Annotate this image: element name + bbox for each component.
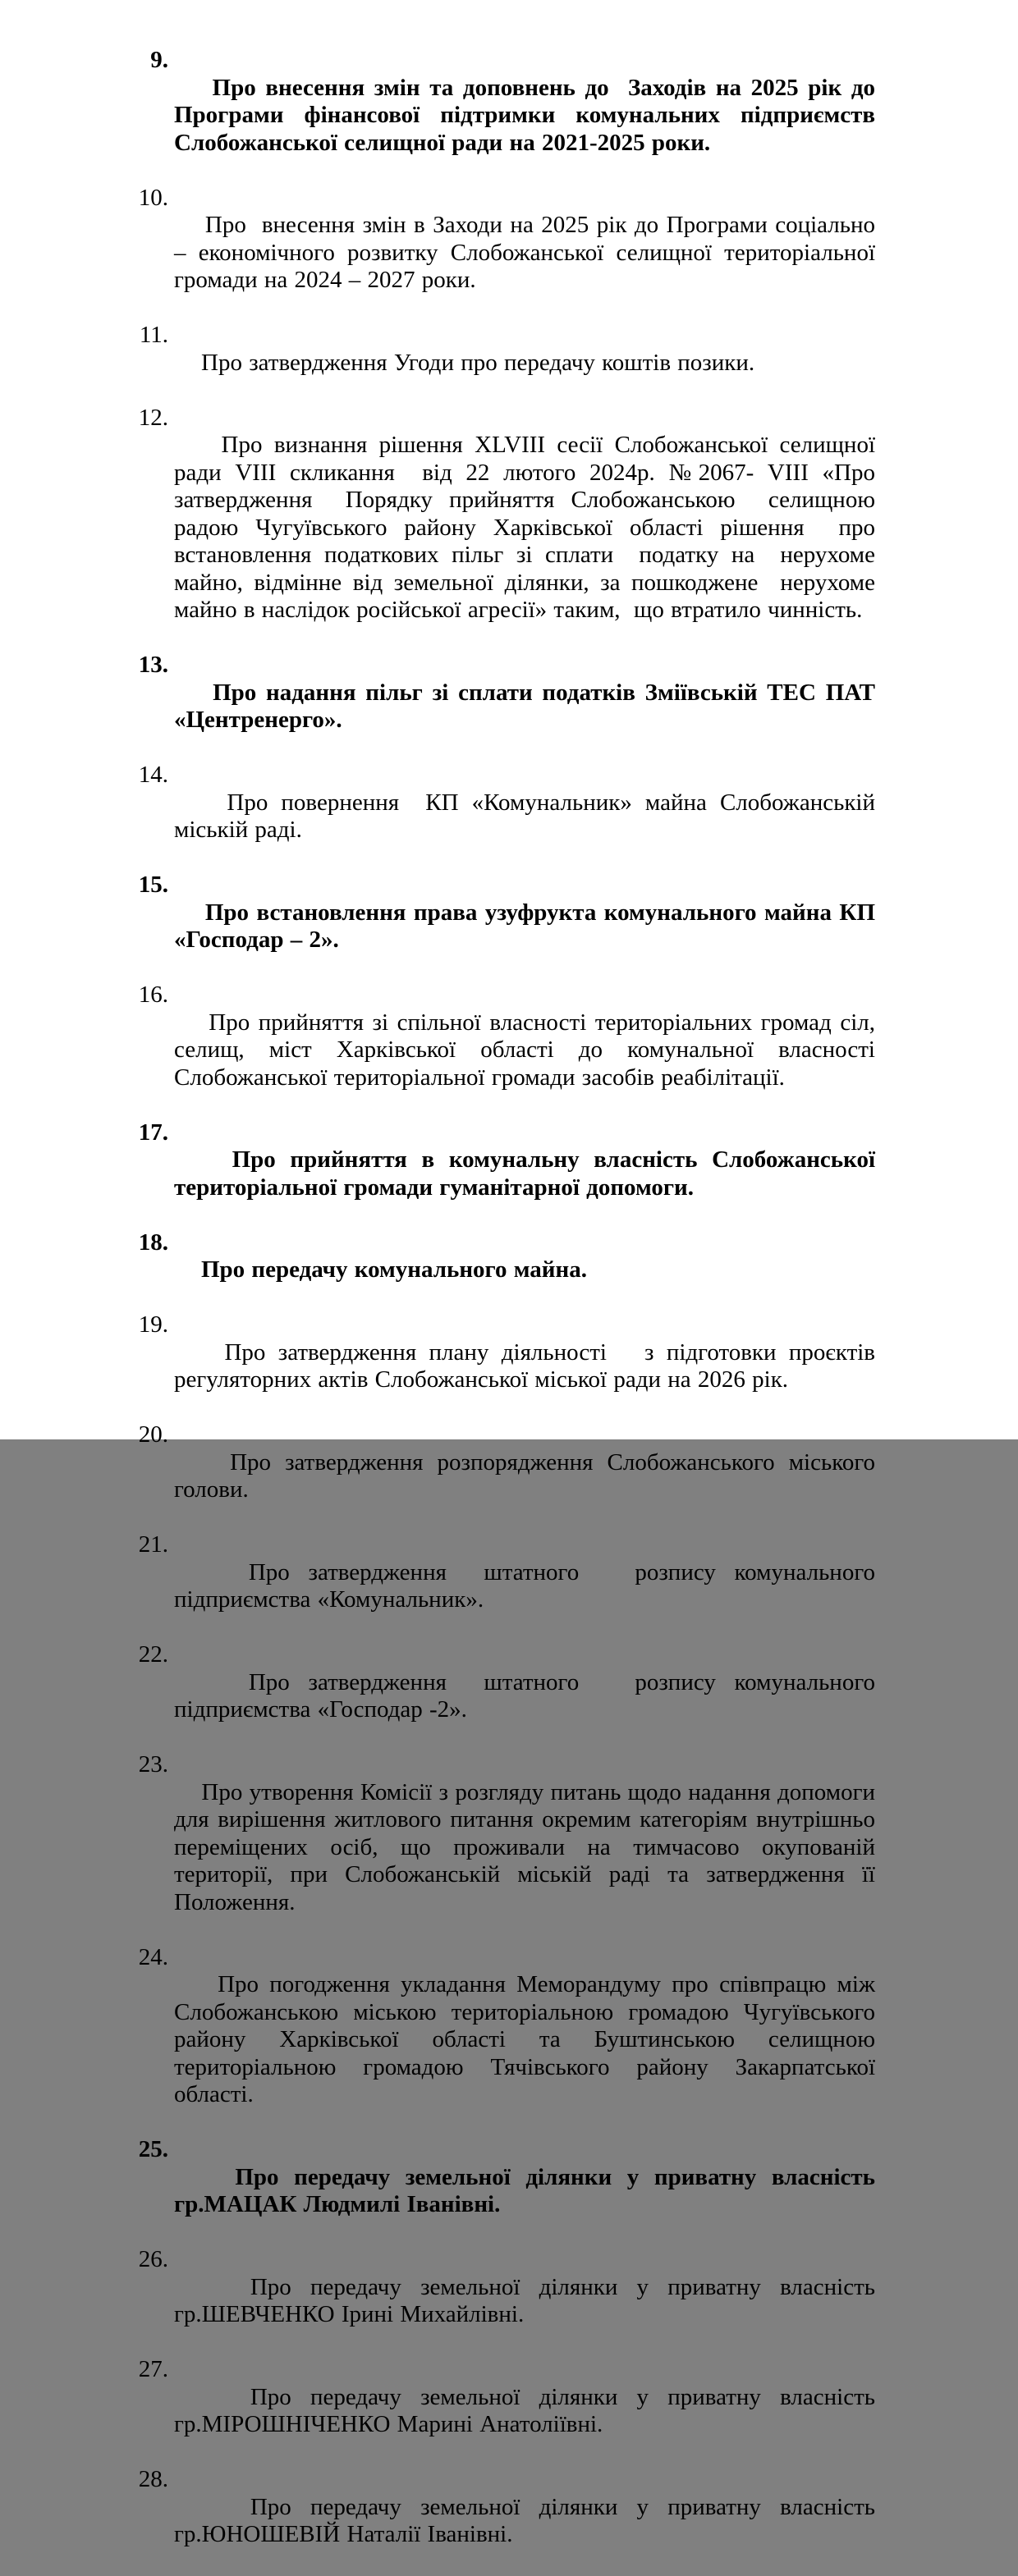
agenda-item <box>138 404 889 652</box>
agenda-item <box>138 322 875 405</box>
agenda-item-text: Про внесення змін та доповнень до Заходів на 2025 рік до Програми фінансової підтримки комунальних підприємств Слобожанської селищної ради на 2021-2025 роки. <box>174 74 889 156</box>
agenda-item-text: Про надання пільг зі сплати податків Зміївській ТЕС ПАТ «Центренерго». <box>174 679 883 733</box>
agenda-item <box>138 1119 889 1229</box>
agenda-item <box>138 2246 883 2356</box>
agenda-item-text: Про передачу земельної ділянки у приватну власність гр.МІРОШНІЧЕНКО Марині Анатоліївні. <box>174 2383 883 2437</box>
agenda-item-text: Про прийняття зі спільної власності територіальних громад сіл, селищ, міст Харківської області до комунальної власності Слобожанської територіальної громади засобів реабілітації. <box>174 1009 883 1091</box>
agenda-item-number: 24. <box>138 1943 168 1970</box>
agenda-item <box>138 1311 883 1421</box>
agenda-list <box>138 47 889 2576</box>
agenda-item-number: 27. <box>138 2356 168 2382</box>
agenda-item-number: 22. <box>138 1641 168 1668</box>
agenda-item-number: 26. <box>138 2246 168 2272</box>
agenda-item-text: Про погодження укладання Меморандуму про співпрацю між Слобожанською міською територіальною громадою Чугуївського району Харківської області та Буштинською селищною територіальною громадою Тячівського району Закарпатської області. <box>174 1971 883 2107</box>
agenda-item-text: Про визнання рішення XLVIII сесії Слобожанської селищної ради VIII скликання від 22 лютого 2024р. №2067- VIII «Про затвердження Порядку прийняття Слобожанською селищною радою Чугуївського району Харківської області рішення про встановлення податкових пільг зі сплати податку на нерухоме майно, відмінне від земельної ділянки, за пошкоджене нерухоме майно в наслідок російської агресії» таким, що втратило чинність. <box>174 432 889 623</box>
agenda-item-number: 13. <box>138 652 168 678</box>
agenda-item-number: 23. <box>138 1751 168 1778</box>
agenda-item-number: 10. <box>138 184 168 211</box>
agenda-item <box>138 2466 883 2576</box>
agenda-item-number: 9. <box>150 47 168 73</box>
agenda-item-text: Про встановлення права узуфрукта комунального майна КП «Господар – 2». <box>174 899 883 953</box>
agenda-item-number: 16. <box>138 981 168 1008</box>
agenda-item-text: Про затвердження плану діяльності з підготовки проєктів регуляторних актів Слобожанської міської ради на 2026 рік. <box>174 1338 883 1393</box>
agenda-item-number: 12. <box>138 404 168 431</box>
agenda-item-number: 28. <box>138 2466 168 2492</box>
agenda-item-text: Про затвердження штатного розпису комунального підприємства «Комунальник». <box>174 1558 883 1613</box>
agenda-item-number: 17. <box>138 1119 168 1146</box>
agenda-item <box>138 1421 883 1531</box>
agenda-item-number: 20. <box>138 1421 168 1448</box>
agenda-item <box>138 1751 883 1944</box>
agenda-item-text: Про внесення змін в Заходи на 2025 рік до Програми соціально – економічного розвитку Слобожанської селищної територіальної громади на 2024 – 2027 роки. <box>174 212 883 293</box>
agenda-item <box>138 1943 883 2137</box>
agenda-item-text: Про прийняття в комунальну власність Слобожанської територіальної громади гуманітарної допомоги. <box>174 1146 889 1201</box>
agenda-item-text: Про передачу земельної ділянки у приватну власність гр.ШЕВЧЕНКО Ірині Михайлівні. <box>174 2273 883 2327</box>
agenda-item-text: Про передачу земельної ділянки у приватну власність гр.МАЦАК Людмилі Іванівні. <box>174 2163 883 2217</box>
agenda-item <box>138 981 883 1119</box>
agenda-item-text: Про затвердження штатного розпису комунального підприємства «Господар -2». <box>174 1668 883 1723</box>
agenda-item-text: Про повернення КП «Комунальник» майна Слобожанській міській раді. <box>174 789 883 843</box>
agenda-item <box>138 47 889 185</box>
agenda-item <box>138 652 883 762</box>
agenda-item <box>138 184 883 323</box>
agenda-item <box>138 1531 883 1641</box>
agenda-item-number: 25. <box>138 2136 168 2162</box>
agenda-item-text: Про передачу комунального майна. <box>201 1256 587 1283</box>
agenda-item-number: 15. <box>138 872 168 898</box>
agenda-item-number: 14. <box>138 762 168 788</box>
agenda-item-text: Про затвердження розпорядження Слобожанського міського голови. <box>174 1448 883 1503</box>
agenda-item <box>138 872 883 981</box>
agenda-item-text: Про передачу земельної ділянки у приватну власність гр.ЮНОШЕВІЙ Наталії Іванівні. <box>174 2493 883 2547</box>
agenda-item-number: 18. <box>138 1229 168 1256</box>
agenda-item <box>138 762 883 872</box>
agenda-item-text: Про утворення Комісії з розгляду питань щодо надання допомоги для вирішення житлового питання окремим категоріям внутрішньо переміщених осіб, що проживали на тимчасово окупованій території, при Слобожанській міській раді та затвердження її Положення. <box>174 1778 883 1915</box>
agenda-item <box>138 2356 883 2466</box>
agenda-item <box>138 1641 883 1751</box>
agenda-item-number: 19. <box>138 1311 168 1338</box>
agenda-item-number: 21. <box>138 1531 168 1558</box>
agenda-item-text: Про затвердження Угоди про передачу коштів позики. <box>201 349 755 376</box>
agenda-item <box>138 2136 883 2246</box>
agenda-item-number: 11. <box>139 322 168 348</box>
agenda-item <box>138 1229 875 1312</box>
